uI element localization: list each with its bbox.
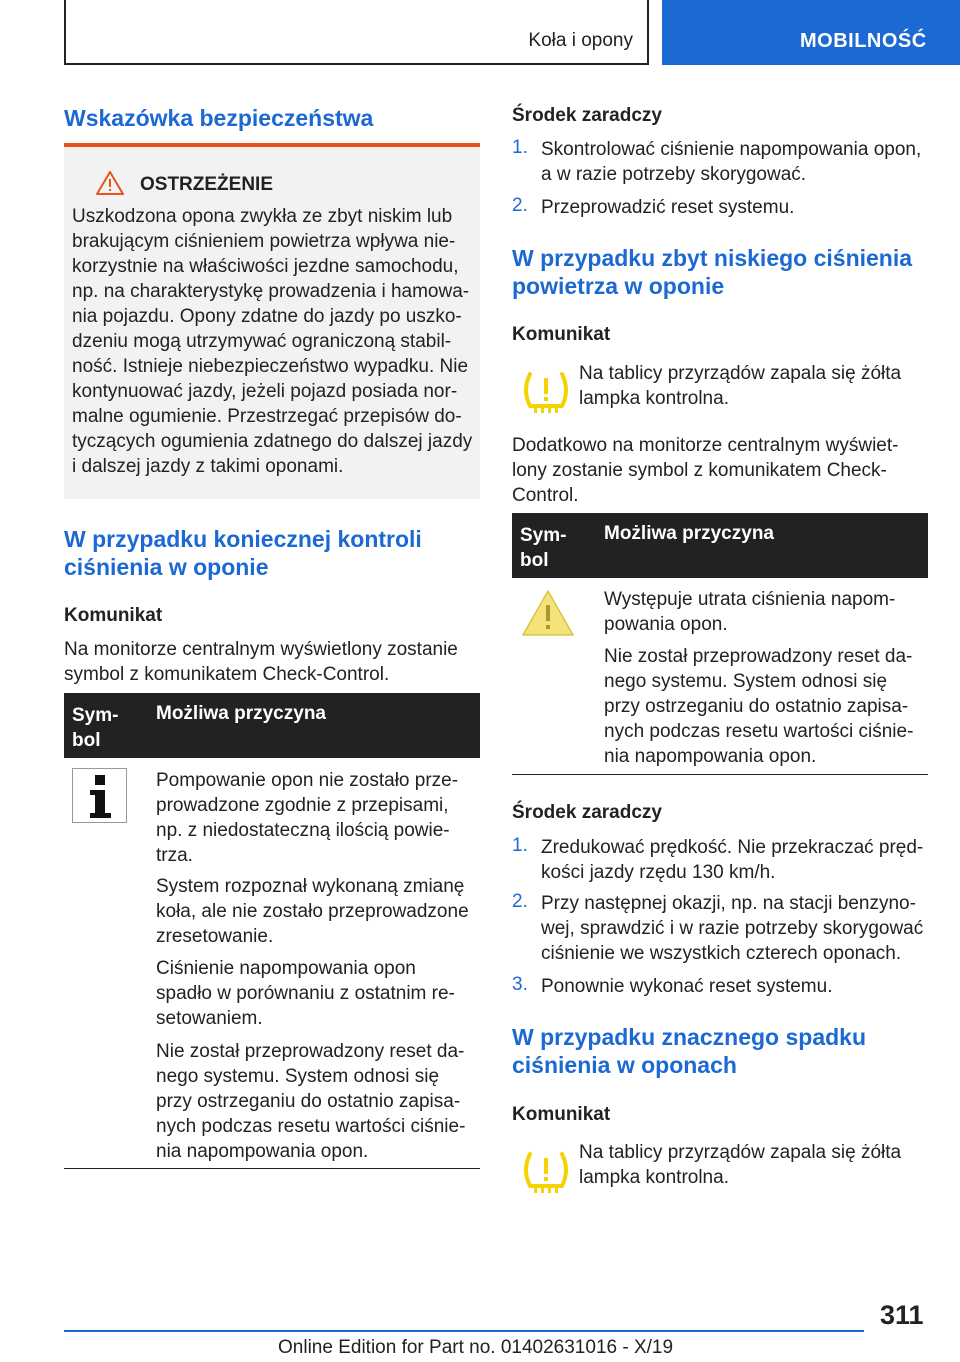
table-cause-3: Ciśnienie napompowania opon spadło w porównaniu z ostatnim re- setowaniem. — [156, 958, 455, 1029]
remedy1-num-1: 1. — [512, 137, 528, 158]
page-number: 311 — [880, 1300, 924, 1330]
remedy2-label: Środek zaradczy — [512, 802, 662, 823]
remedy2-num-1: 1. — [512, 835, 528, 856]
table-cause-2: System rozpoznał wykonaną zmianę koła, ale nie zostało przeprowadzone zresetowanie. — [156, 876, 469, 947]
table2-cause-2: Nie został przeprowadzony reset da- nego systemu. System odnosi się przy ostrzeganiu do ostatnio zapisa- nych podczas resetu wartości ciśnie- nia napompowania opon. — [604, 646, 914, 767]
footer-rule — [64, 1330, 864, 1332]
table-header-2 — [512, 513, 928, 578]
warning-triangle-icon — [96, 171, 124, 195]
safety-heading: Wskazówka bezpieczeństwa — [64, 105, 374, 131]
message-text: Na monitorze centralnym wyświetlony zostanie symbol z komunikatem Check-Control. — [64, 639, 458, 685]
table-header-cause: Możliwa przyczyna — [156, 703, 326, 724]
drop-pressure-heading: W przypadku znacznego spadku ciśnienia w oponach — [512, 1024, 866, 1078]
warning-title: OSTRZEŻENIE — [140, 174, 274, 195]
header-section-title: Koła i opony — [528, 30, 633, 51]
remedy1-step-1: Skontrolować ciśnienie napompowania opon, a w razie potrzeby skorygować. — [541, 139, 922, 185]
table-bottom-rule — [64, 1168, 480, 1169]
extra-text: Dodatkowo na monitorze centralnym wyświet- lony zostanie symbol z komunikatem Check- Control. — [512, 435, 899, 506]
header-chapter-tab — [662, 0, 960, 65]
table2-cause-1: Występuje utrata ciśnienia napom- powania opon. — [604, 589, 896, 635]
table-header-cause-2: Możliwa przyczyna — [604, 523, 774, 544]
remedy2-num-2: 2. — [512, 891, 528, 912]
remedy1-label: Środek zaradczy — [512, 105, 662, 126]
remedy2-num-3: 3. — [512, 974, 528, 995]
table2-bottom-rule — [512, 774, 928, 775]
table-header-symbol: Sym- bol — [72, 705, 119, 751]
warning-box — [64, 143, 480, 499]
message-label: Komunikat — [64, 605, 163, 626]
header-chapter-label: MOBILNOŚĆ — [800, 30, 927, 52]
warning-text: Uszkodzona opona zwykła ze zbyt niskim lub brakującym ciśnieniem powietrza wpływa nie- korzystnie na właściwości jezdne samochodu, np. na charakterystykę prowadzenia i hamowa- nia pojazdu. Opony zdatne do jazdy po uszko- dzeniu mogą utrzymywać ograniczoną stabil- ność. Istnieje niebezpieczeństwo wypadku. Nie kontynuować jazdy, jeżeli pojazd posiada nor- malne ogumienie. Przestrzegać przepisów do- tyczących ogumienia zdatnego do dalszej jazdy i dalszej jazdy z takimi oponami. — [72, 206, 473, 477]
remedy2-step-2: Przy następnej okazji, np. na stacji benzyno- wej, sprawdzić i w razie potrzeby skorygować ciśnienie we wszystkich czterech oponach. — [541, 893, 924, 964]
table-header-symbol-2: Sym- bol — [520, 525, 567, 571]
header-section-box — [64, 0, 649, 65]
lamp-text-2: Na tablicy przyrządów zapala się żółta lampka kontrolna. — [579, 1142, 902, 1188]
warning-triangle-yellow-icon — [520, 588, 576, 638]
tire-pressure-warning-icon-2 — [520, 1150, 572, 1196]
tire-pressure-warning-icon — [520, 370, 572, 416]
info-icon — [72, 768, 127, 823]
check-pressure-heading: W przypadku koniecznej kontroli ciśnienia w oponie — [64, 526, 422, 580]
message-label-2: Komunikat — [512, 324, 611, 345]
table-cause-1: Pompowanie opon nie zostało prze- prowadzone zgodnie z przepisami, np. z niedostateczną ilością powie- trza. — [156, 770, 459, 866]
remedy1-num-2: 2. — [512, 195, 528, 216]
table-cause-4: Nie został przeprowadzony reset da- nego systemu. System odnosi się przy ostrzeganiu do ostatnio zapisa- nych podczas resetu wartości ciśnie- nia napompowania opon. — [156, 1041, 466, 1162]
footer-edition: Online Edition for Part no. 01402631016 - X/19 — [278, 1337, 674, 1358]
remedy2-step-1: Zredukować prędkość. Nie przekraczać pręd- kości jazdy rzędu 130 km/h. — [541, 837, 924, 883]
low-pressure-heading: W przypadku zbyt niskiego ciśnienia powietrza w oponie — [512, 245, 913, 299]
lamp-text: Na tablicy przyrządów zapala się żółta lampka kontrolna. — [579, 363, 902, 409]
remedy2-step-3: Ponownie wykonać reset systemu. — [541, 976, 833, 997]
remedy1-step-2: Przeprowadzić reset systemu. — [541, 197, 795, 218]
table-header — [64, 693, 480, 758]
message-label-3: Komunikat — [512, 1104, 611, 1125]
